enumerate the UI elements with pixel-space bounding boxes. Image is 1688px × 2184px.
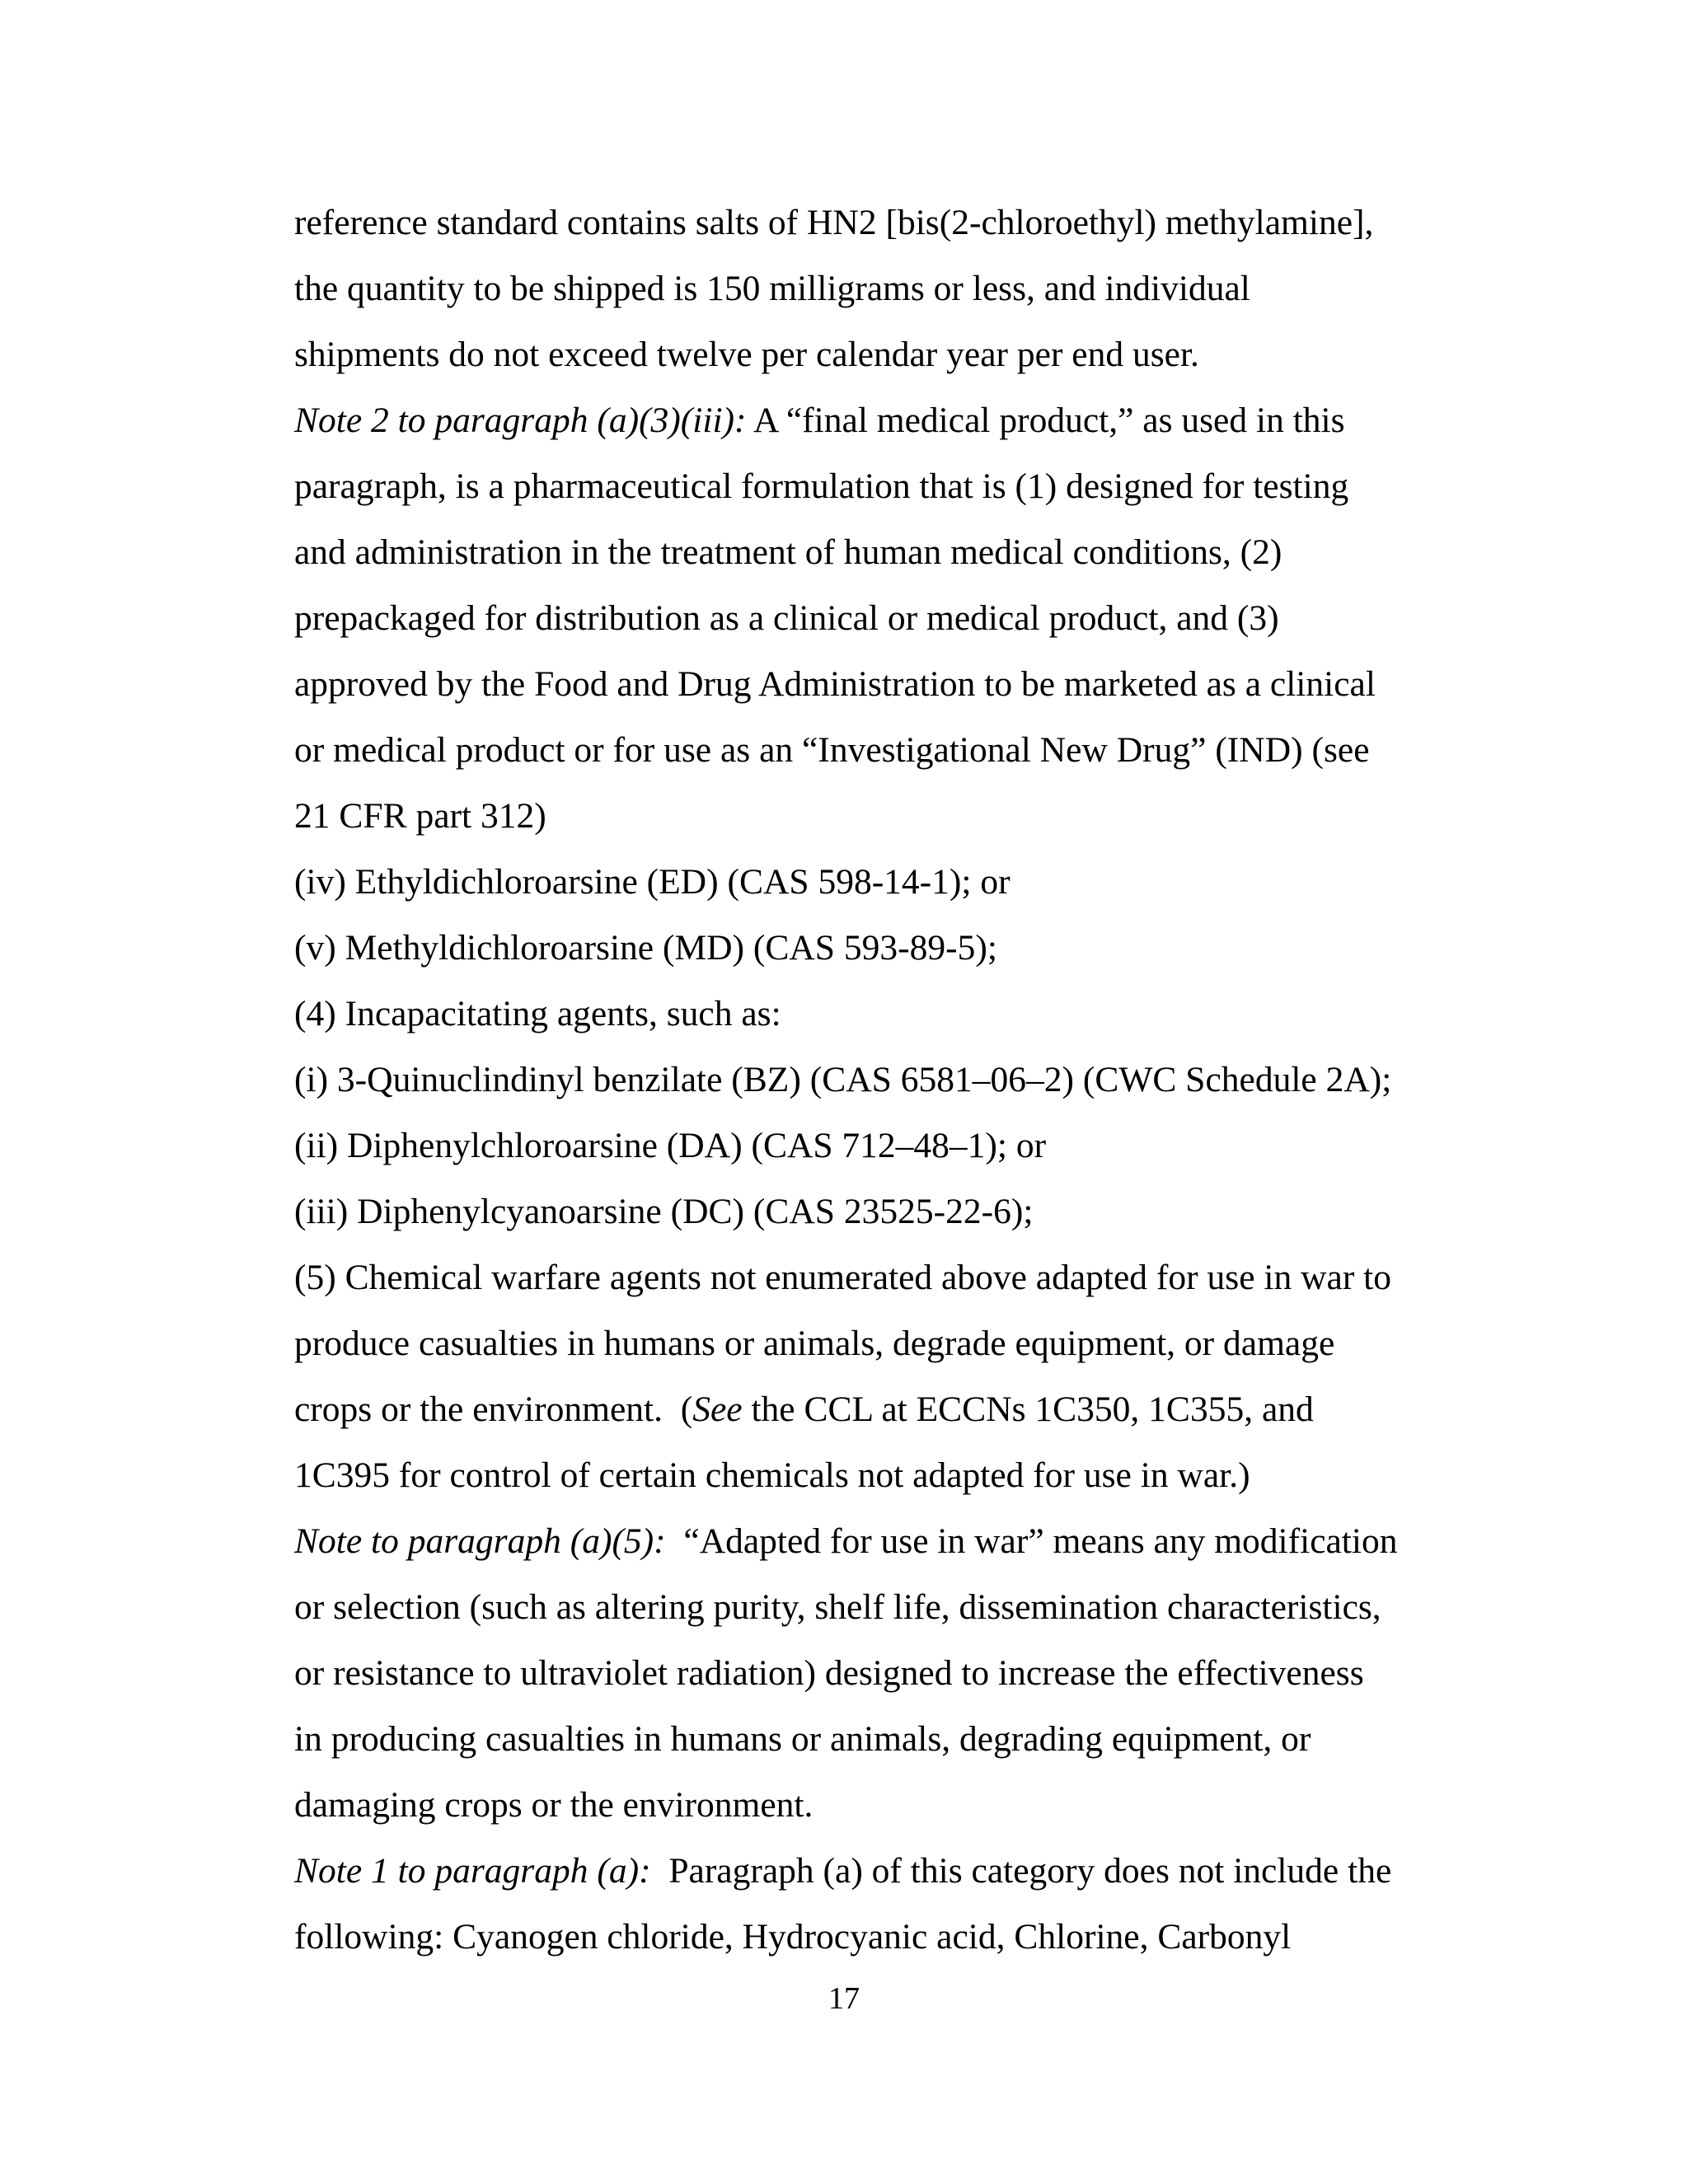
text-run: (iv) Ethyldichloroarsine (ED) (CAS 598-14-1); or — [294, 862, 1010, 902]
text-run: (ii) Diphenylchloroarsine (DA) (CAS 712–48–1); or — [294, 1126, 1047, 1165]
text-line — [294, 585, 1481, 651]
text-run: produce casualties in humans or animals, degrade equipment, or damage — [294, 1324, 1335, 1363]
text-run: following: Cyanogen chloride, Hydrocyanic acid, Chlorine, Carbonyl — [294, 1917, 1292, 1957]
italic-text-run: Note 2 to paragraph (a)(3)(iii): — [294, 401, 747, 440]
text-run: reference standard contains salts of HN2 [bis(2-chloroethyl) methylamine], — [294, 203, 1374, 242]
text-line — [294, 1904, 1481, 1970]
text-run: 1C395 for control of certain chemicals not adapted for use in war.) — [294, 1455, 1250, 1495]
text-run: 21 CFR part 312) — [294, 796, 546, 836]
document-body — [294, 190, 1481, 1970]
text-run: Paragraph (a) of this category does not include the — [650, 1851, 1392, 1891]
text-line — [294, 1838, 1481, 1904]
text-run: (5) Chemical warfare agents not enumerated above adapted for use in war to — [294, 1258, 1392, 1297]
italic-text-run: See — [692, 1390, 743, 1429]
text-line — [294, 519, 1481, 585]
text-line — [294, 1244, 1481, 1310]
text-run: “Adapted for use in war” means any modification — [665, 1521, 1398, 1561]
text-run: or medical product or for use as an “Investigational New Drug” (IND) (see — [294, 730, 1370, 770]
text-run: A “final medical product,” as used in this — [746, 401, 1345, 440]
italic-text-run: Note 1 to paragraph (a): — [294, 1851, 651, 1891]
text-line — [294, 190, 1481, 255]
text-line — [294, 717, 1481, 783]
text-line — [294, 1113, 1481, 1179]
text-run: approved by the Food and Drug Administration to be marketed as a clinical — [294, 664, 1376, 704]
text-line — [294, 1706, 1481, 1772]
text-run: (iii) Diphenylcyanoarsine (DC) (CAS 23525-22-6); — [294, 1192, 1034, 1231]
text-line — [294, 453, 1481, 519]
text-line — [294, 1179, 1481, 1244]
text-line — [294, 387, 1481, 453]
text-run: damaging crops or the environment. — [294, 1785, 814, 1825]
text-line — [294, 1442, 1481, 1508]
text-line — [294, 915, 1481, 981]
text-line — [294, 651, 1481, 717]
text-run: crops or the environment. ( — [294, 1390, 693, 1429]
text-run: paragraph, is a pharmaceutical formulation that is (1) designed for testing — [294, 466, 1349, 506]
text-run: the CCL at ECCNs 1C350, 1C355, and — [742, 1390, 1314, 1429]
text-line — [294, 1772, 1481, 1838]
italic-text-run: Note to paragraph (a)(5): — [294, 1521, 666, 1561]
text-line — [294, 1310, 1481, 1376]
text-line — [294, 1376, 1481, 1442]
text-line — [294, 849, 1481, 915]
text-run: (i) 3-Quinuclindinyl benzilate (BZ) (CAS 6581–06–2) (CWC Schedule 2A); — [294, 1060, 1392, 1099]
text-run: or selection (such as altering purity, shelf life, dissemination characteristics, — [294, 1587, 1381, 1627]
text-run: the quantity to be shipped is 150 milligrams or less, and individual — [294, 269, 1250, 308]
text-run: in producing casualties in humans or animals, degrading equipment, or — [294, 1719, 1311, 1759]
text-run: (4) Incapacitating agents, such as: — [294, 994, 781, 1033]
text-line — [294, 1508, 1481, 1574]
page-number: 17 — [828, 1981, 860, 2016]
text-line — [294, 981, 1481, 1047]
text-line — [294, 1574, 1481, 1640]
text-line — [294, 1640, 1481, 1706]
text-run: (v) Methyldichloroarsine (MD) (CAS 593-89-5); — [294, 928, 997, 968]
text-line — [294, 1047, 1481, 1113]
text-run: shipments do not exceed twelve per calendar year per end user. — [294, 335, 1199, 374]
text-run: prepackaged for distribution as a clinical or medical product, and (3) — [294, 598, 1279, 638]
text-line — [294, 783, 1481, 849]
text-run: and administration in the treatment of human medical conditions, (2) — [294, 532, 1282, 572]
text-line — [294, 321, 1481, 387]
text-line — [294, 255, 1481, 321]
text-run: or resistance to ultraviolet radiation) designed to increase the effectiveness — [294, 1653, 1364, 1693]
